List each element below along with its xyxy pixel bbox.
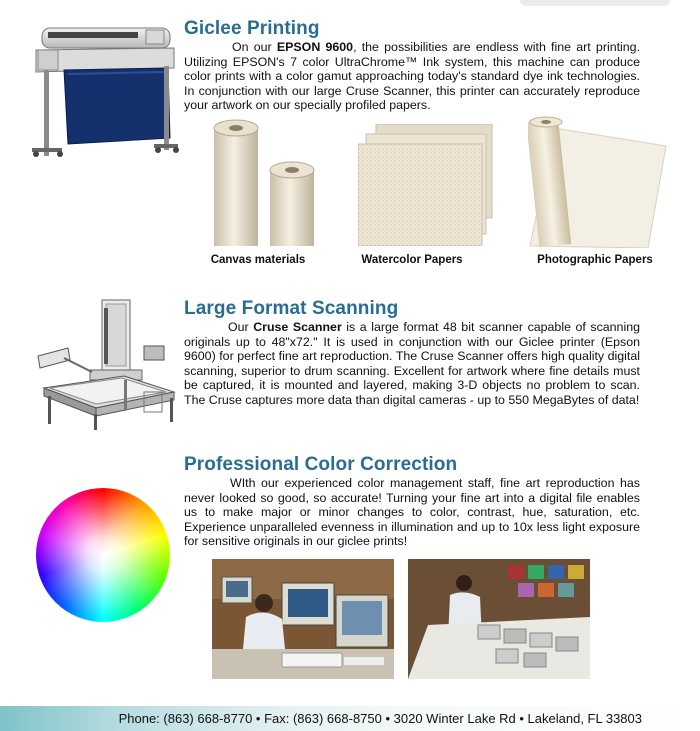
layout-table-photo [408, 559, 590, 679]
watercolor-paper-image [358, 124, 498, 246]
giclee-paragraph-post: , the possibilities are endless with fine art printing. Utilizing EPSON's 7 color UltraChrome™ Ink system, this machine can produce color prints with a color gamut approaching today's standard dye ink technologies. In conjunction with our large Cruse Scanner, this printer can accurately reproduce your artwork on our specially profiled papers. [184, 40, 641, 113]
giclee-paragraph-pre: On our [232, 40, 277, 54]
caption-photographic-papers: Photographic Papers [537, 254, 653, 266]
giclee-printing-title: Giclee Printing [184, 18, 320, 39]
epson-9600-bold: EPSON 9600 [276, 40, 354, 54]
color-wheel-image [36, 488, 170, 622]
large-format-scanning-paragraph [184, 320, 640, 408]
color-correction-paragraph [184, 476, 640, 549]
workstation-photo [212, 559, 394, 679]
scanning-paragraph-post: is a large format 48 bit scanner capable of scanning originals up to 48"x72." It is used in conjunction with our Giclee printer (Epson 9600) for perfect fine art reproduction. The Cruse Scanner offers high quality digital scanning, superior to drum scanning. Excellent for artwork where fine details must be captured, it is mounted and layered, making 3-D objects no problem to scan. The Cruse captures more data than digital cameras - up to 550 MegaBytes of data! [184, 320, 640, 407]
photographic-paper-image [528, 116, 670, 248]
footer-bar [0, 706, 700, 731]
giclee-printing-paragraph [184, 40, 640, 113]
large-format-scanning-title: Large Format Scanning [184, 298, 399, 319]
caption-watercolor-papers: Watercolor Papers [361, 254, 463, 266]
color-correction-title: Professional Color Correction [184, 454, 458, 475]
caption-canvas-materials: Canvas materials [210, 254, 306, 266]
cruse-scanner-bold: Cruse Scanner [253, 320, 342, 334]
color-paragraph-text: WIth our experienced color management staff, fine art reproduction has never looked so good, so accurate! Turning your fine art into a digital file enables us to make major or minor changes to color, contrast, hue, saturation, etc. Experience unparalleled evenness in illumination and up to 10x less light exposure for sensitive originals in our giclee prints! [184, 476, 640, 549]
footer-contact-info: Phone: (863) 668-8770 • Fax: (863) 668-8750 • 3020 Winter Lake Rd • Lakeland, FL 33803 [118, 711, 642, 726]
scanner-image [34, 296, 178, 432]
scanning-paragraph-pre: Our [228, 320, 254, 334]
canvas-roll-image [208, 118, 318, 248]
top-decor-bar [520, 0, 670, 6]
printer-image [28, 20, 180, 162]
